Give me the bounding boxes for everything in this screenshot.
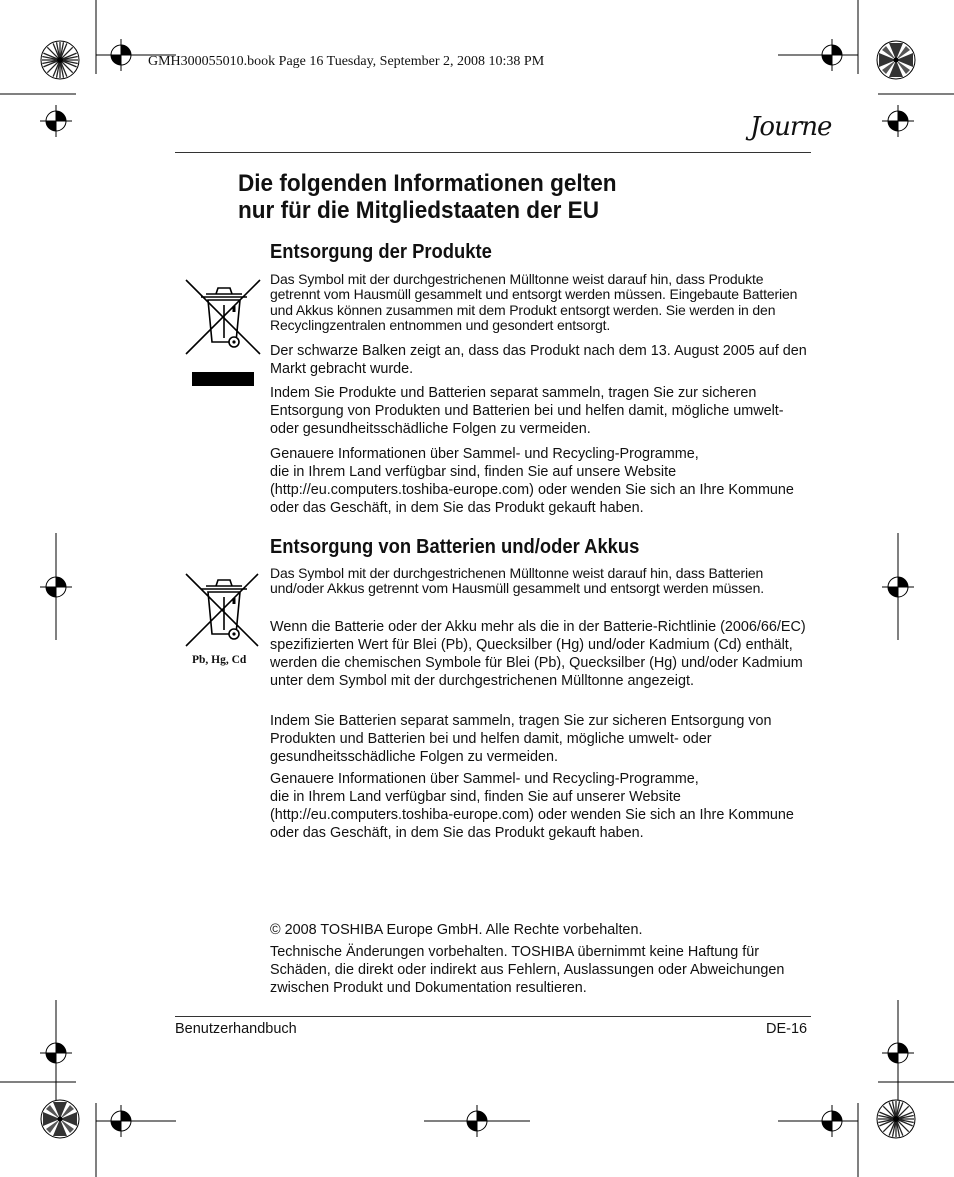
page-number: DE-16 [766, 1021, 808, 1037]
title-line-1: Die folgenden Informationen gelten [238, 170, 617, 197]
crossed-out-bin-icon [184, 278, 264, 390]
section2-paragraph-3: Indem Sie Batterien separat sammeln, tragen Sie zur sicheren Entsorgung von Produkten und Batterien bei und helfen damit, mögliche umwelt- oder gesundheitsschädliche Folgen zu vermeiden. [270, 713, 772, 765]
book-slug: GMH300055010.book Page 16 Tuesday, September 2, 2008 10:38 PM [148, 54, 545, 69]
section1-p4-line-3: (http://eu.computers.toshiba-europe.com) oder wenden Sie sich an Ihre Kommune oder das Geschäft, in dem Sie das Produkt gekauft haben. [270, 482, 794, 516]
section1-paragraph-4 [270, 445, 815, 517]
page-title [238, 170, 764, 224]
chemical-symbols-label: Pb, Hg, Cd [192, 654, 247, 666]
section2-p4-line-1: Genauere Informationen über Sammel- und Recycling-Programme, [270, 771, 699, 787]
section2-paragraph-1: Das Symbol mit der durchgestrichenen Mülltonne weist darauf hin, dass Batterien und/oder Akkus getrennt vom Hausmüll gesammelt und entsorgt werden müssen. [270, 565, 764, 597]
section1-p4-line-2: die in Ihrem Land verfügbar sind, finden Sie auf unsere Website [270, 464, 677, 480]
footer-rule [175, 1016, 811, 1017]
section-heading-products: Entsorgung der Produkte [270, 241, 492, 263]
title-line-2: nur für die Mitgliedstaaten der EU [238, 197, 600, 224]
section1-paragraph-2: Der schwarze Balken zeigt an, dass das Produkt nach dem 13. August 2005 auf den Markt gebracht wurde. [270, 343, 807, 377]
section1-p4-line-1: Genauere Informationen über Sammel- und Recycling-Programme, [270, 446, 699, 462]
header-rule [175, 152, 811, 153]
section1-paragraph-1: Das Symbol mit der durchgestrichenen Mülltonne weist darauf hin, dass Produkte getrennt vom Hausmüll gesammelt und entsorgt werden müssen. Eingebaute Batterien und Akkus können zusammen mit dem Produkt entsorgt werden. Sie werden in den Recyclingzentralen entnommen und gesondert entsorgt. [270, 271, 798, 334]
footer-manual-name: Benutzerhandbuch [175, 1021, 297, 1037]
section2-paragraph-2: Wenn die Batterie oder der Akku mehr als die in der Batterie-Richtlinie (2006/66/EC) spezifizierten Wert für Blei (Pb), Quecksilber (Hg) und/oder Kadmium (Cd) enthält, werden die chemischen Symbole für Blei (Pb), Quecksilber (Hg) und/oder Kadmium unter dem Symbol mit der durchgestrichenen Mülltonne angezeigt. [270, 619, 806, 689]
section-heading-batteries: Entsorgung von Batterien und/oder Akkus [270, 536, 640, 558]
copyright-notice: © 2008 TOSHIBA Europe GmbH. Alle Rechte vorbehalten. [270, 922, 643, 938]
disclaimer-text: Technische Änderungen vorbehalten. TOSHIBA übernimmt keine Haftung für Schäden, die direkt oder indirekt aus Fehlern, Auslassungen oder Abweichungen zwischen Produkt und Dokumentation resultieren. [270, 944, 785, 996]
section1-paragraph-3: Indem Sie Produkte und Batterien separat sammeln, tragen Sie zur sicheren Entsorgung von Produkten und Batterien bei und helfen damit, mögliche umwelt- oder gesundheitsschädliche Folgen zu vermeiden. [270, 385, 784, 437]
section2-p4-line-2: die in Ihrem Land verfügbar sind, finden Sie auf unserer Website [270, 789, 681, 805]
brand-logo: Journe [750, 112, 832, 142]
crossed-out-bin-icon [184, 572, 264, 652]
section2-p4-line-3: (http://eu.computers.toshiba-europe.com) oder wenden Sie sich an Ihre Kommune oder das Geschäft, in dem Sie das Produkt gekauft haben. [270, 807, 794, 841]
section2-paragraph-4 [270, 770, 815, 842]
